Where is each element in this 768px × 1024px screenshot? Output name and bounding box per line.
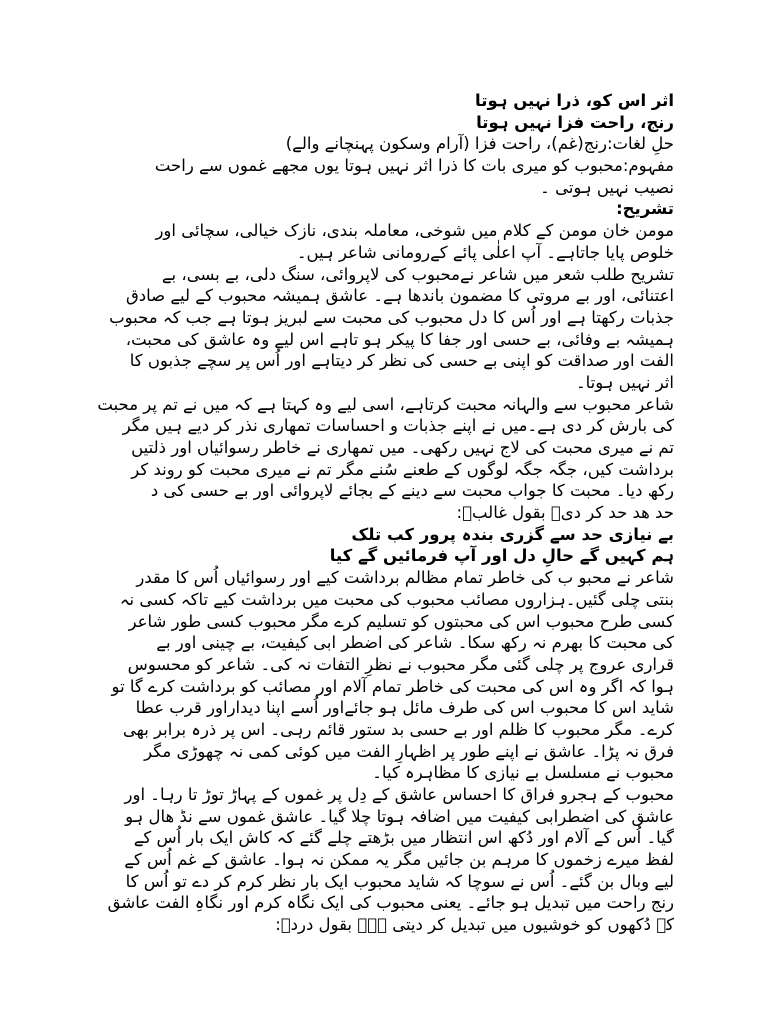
- text-line: عاشق کی اضطرابی کیفیت میں اضافہ ہوتا چلا گیا۔ عاشق غموں سے نڈ ھال ہو: [125, 806, 674, 826]
- text-line: شاعر محبوب سے والہانہ محبت کرتاہے، اسی لیے وہ کہتا ہے کہ میں نے تم پر محبت: [97, 394, 674, 414]
- text-line: جذبات رکھتا ہے اور اُس کا دل محبوب کی محبت سے لبریز ہوتا ہے جب کہ محبوب: [109, 307, 674, 327]
- text-line: کرے۔ مگر محبوب کا ظلم اور بے حسی بد ستور قائم رہی۔ اس پر ذرہ برابر بھی: [122, 719, 674, 739]
- text-line: رکھ دیا۔ محبت کا جواب محبت سے دینے کے بجائے لاپروائی اور بے حسی کی د: [150, 481, 674, 501]
- text-line: ہمیشہ بے وفائی، بے حسی اور جفا کا پیکر ہو تاہے اس لیے وہ عاشق کی محبت،: [125, 329, 674, 349]
- text-line: بنتی چلی گئیں۔ہزاروں مصائب محبوب کی محبت میں برداشت کیے تاکہ کسی نہ: [119, 589, 674, 609]
- text-line: حلِ لغات:رنج(غم)، راحت فزا (آرام وسکون پہنچانے والے): [285, 134, 674, 154]
- text-line: لفظ میرے زخموں کا مرہم بن جائیں مگر یہ ممکن نہ ہوا۔ عاشق کے غم اُس کے: [124, 850, 674, 870]
- text-line: شاعر نے محبو ب کی خاطر تمام مظالم برداشت کیے اور رسوائیاں اُس کا مقدر: [136, 568, 674, 588]
- text-line: کسی طرح محبوب اس کی محبتوں کو تسلیم کرے مگر محبوب کسی طور شاعر: [128, 611, 674, 631]
- heading-line: بے نیازی حد سے گزری بندہ پرور کب تلک: [351, 524, 674, 544]
- text-line: خلوص پایا جاتاہے۔ آپ اعلٰی پائے کےرومانی شاعر ہیں۔: [296, 242, 674, 262]
- text-line: تم نے میری محبت کی لاج نہیں رکھی۔ میں تمھاری نے خاطر رسوائیاں اور ذلتیں: [131, 438, 674, 457]
- text-line: حد ھد حد کر دی۔ بقول غالبؔ:: [456, 503, 674, 523]
- text-line: کی بارش کر دی ہے۔میں نے اپنے جذبات و احساسات تمھاری نذر کر دیے ہیں مگر: [122, 416, 674, 436]
- heading-line: اثر اس کو، ذرا نہیں ہوتا: [475, 91, 674, 110]
- text-line: محبوب نے مسلسل بے نیازی کا مظاہرہ کیا۔: [372, 763, 674, 783]
- text-line: ہوا کہ اگر وہ اس کی محبت کی خاطر تمام آلام اور مصائب کو برداشت کرے گا تو: [111, 676, 674, 696]
- text-line: لیے وبال بن گئے۔ اُس نے سوچا کہ شاید محبوب ایک بار نظر کرم کر دے تو اُس کا: [125, 871, 674, 891]
- text-line: شاید اس کا محبوب اس کی طرف مائل ہو جائےاور اُسے اپنا دیداراور قرب عطا: [135, 698, 674, 718]
- heading-line: ہم کہیں گے حالِ دل اور آپ فرمائیں گے کیا: [329, 546, 674, 566]
- text-line: فرق نہ پڑا۔ عاشق نے اپنے طور پر اظہارِ الفت میں کوئی کمی نہ چھوڑی مگر: [144, 741, 674, 761]
- heading-line: تشریح:: [616, 199, 674, 219]
- text-line: نصیب نہیں ہوتی ۔: [540, 177, 674, 197]
- text-line: مفہوم:محبوب کو میری بات کا ذرا اثر نہیں ہوتا یوں مجھے غموں سے راحت: [154, 156, 674, 176]
- text-line: گیا۔ اُس کے آلام اور دُکھ اس انتظار میں بڑھتے چلے گئے کہ کاش ایک بار اُس کے: [133, 828, 674, 848]
- text-line: مومن خان مومن کے کلام میں شوخی، معاملہ بندی، نازک خیالی، سچائی اور: [155, 221, 674, 241]
- text-line: برداشت کیں، جگہ جگہ لوگوں کے طعنے سُنے مگر تم نے میری محبت کو روند کر: [131, 459, 674, 479]
- document-body: [96, 90, 674, 936]
- text-line: کی محبت کا بھرم نہ رکھ سکا۔ شاعر کی اضطر ابی کیفیت، بے چینی اور بے: [156, 633, 674, 653]
- text-line: الفت اور صداقت کو اپنی بے حسی کی نظر کر دیتاہے اور اُس پر سچے جذبوں کا: [129, 351, 674, 371]
- text-line: کے دُکھوں کو خوشیوں میں تبدیل کر دیتی ہے۔ بقول دردؔ:: [275, 915, 674, 935]
- text-line: اعتنائی، اور بے مروتی کا مضمون باندھا ہے۔ عاشق ہمیشہ محبوب کے لیے صادق: [125, 286, 674, 306]
- text-line: قراری عروج پر چلی گئی مگر محبوب نے نظرِ التفات نہ کی۔ شاعر کو محسوس: [127, 654, 674, 674]
- text-line: تشریح طلب شعر میں شاعر نےمحبوب کی لاپروائی، سنگ دلی، بے بسی، بے: [161, 264, 674, 284]
- text-line: اثر نہیں ہوتا۔: [575, 372, 674, 392]
- text-line: رنج راحت میں تبدیل ہو جائے۔ یعنی محبوب کی ایک نگاہ کرم اور نگاہِ الفت عاشق: [107, 893, 674, 913]
- heading-line: رنج، راحت فزا نہیں ہوتا: [476, 112, 674, 132]
- text-line: محبوب کے ہجرو فراق کا احساس عاشق کے دِل پر غموں کے پہاڑ توڑ تا رہا۔ اور: [124, 785, 674, 804]
